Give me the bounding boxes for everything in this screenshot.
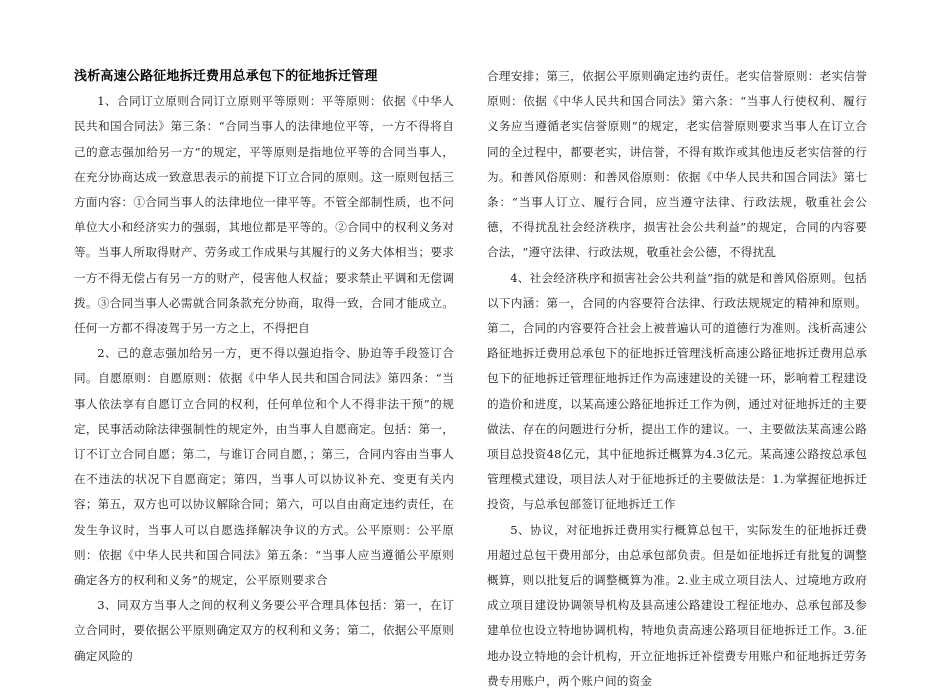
document-title: 浅析高速公路征地拆迁费用总承包下的征地拆迁管理 [74,69,378,84]
right-paragraph: 4、社会经济秩序和损害社会公共利益”指的就是和善风俗原则。包括以下内涵：第一，合同的内容要符合法律、行政法规规定的精神和原则。第二，合同的内容要符合社会上被普遍认可的道德行为准则。浅析高速公路征地拆迁费用总承包下的征地拆迁管理浅析高速公路征地拆迁费用总承包下的征地拆迁管理征地拆迁作为高速建设的关键一环，影响着工程建设的造价和进度，以某高速公路征地拆迁工作为例，通过对征地拆迁的主要做法、存在的问题进行分析，提出工作的建议。一、主要做法某高速公路项目总投资48亿元，其中征地拆迁概算为4.3亿元。某高速公路按总承包管理模式建设，项目法人对于征地拆迁的主要做法是：1.为掌握征地拆迁投资，与总承包部签订征地拆迁工作 [487,270,867,512]
left-paragraph: 3、同双方当事人之间的权利义务要公平合理具体包括：第一，在订立合同时，要依据公平原则确定双方的权利和义务；第二，依据公平原则确定风险的 [74,598,454,663]
right-paragraph: 5、协议，对征地拆迁费用实行概算总包干，实际发生的征地拆迁费用超过总包干费用部分，由总承包部负责。但是如征地拆迁有批复的调整概算，则以批复后的调整概算为准。2.业主成立项目法人、过境地方政府成立项目建设协调领导机构及县高速公路建设工程征地办、总承包部及参建单位也设立特地协调机构，特地负责高速公路项目征地拆迁工作。3.征地办设立特地的会计机构，开立征地拆迁补偿费专用账户和征地拆迁劳务费专用账户，两个账户间的资金 [487,522,867,688]
right-paragraph: 合理安排；第三，依据公平原则确定违约责任。老实信誉原则：老实信誉原则：依据《中华人民共和国合同法》第六条：“当事人行使权利、履行义务应当遵循老实信誉原则”的规定，老实信誉原则要求当事人在订立合同的全过程中，都要老实，讲信誉，不得有欺诈或其他违反老实信誉的行为。和善风俗原则：和善风俗原则：依据《中华人民共和国合同法》第七条：“当事人订立、履行合同，应当遵守法律、行政法规，敬重社会公德，不得扰乱社会经济秩序，损害社会公共利益”的规定，合同的内容要合法，“遵守法律、行政法规，敬重社会公德，不得扰乱 [487,69,867,260]
right-column [487,64,867,694]
left-column [74,64,454,669]
left-paragraph: 1、合同订立原则合同订立原则平等原则：平等原则：依据《中华人民共和国合同法》第三条：“合同当事人的法律地位平等，一方不得将自己的意志强加给另一方”的规定，平等原则是指地位平等的合同当事人，在充分协商达成一致意思表示的前提下订立合同的原则。这一原则包括三方面内容：①合同当事人的法律地位一律平等。不管全部制性质，也不问单位大小和经济实力的强弱，其地位都是平等的。②合同中的权利义务对等。当事人所取得财产、劳务或工作成果与其履行的义务大体相当；要求一方不得无偿占有另一方的财产，侵害他人权益；要求禁止平调和无偿调拨。③合同当事人必需就合同条款充分协商，取得一致，合同才能成立。任何一方都不得凌驾于另一方之上，不得把自 [74,94,454,336]
left-paragraph: 2、己的意志强加给另一方，更不得以强迫指令、胁迫等手段签订合同。自愿原则：自愿原则：依据《中华人民共和国合同法》第四条：“当事人依法享有自愿订立合同的权利，任何单位和个人不得非法干预”的规定，民事活动除法律强制性的规定外，由当事人自愿商定。包括：第一，订不订立合同自愿；第二，与谁订合同自愿，；第三，合同内容由当事人在不违法的状况下自愿商定；第四，当事人可以协议补充、变更有关内容；第五，双方也可以协议解除合同；第六，可以自由商定违约责任，在发生争议时，当事人可以自愿选择解决争议的方式。公平原则：公平原则：依据《中华人民共和国合同法》第五条：“当事人应当遵循公平原则确定各方的权利和义务”的规定，公平原则要求合 [74,346,454,588]
